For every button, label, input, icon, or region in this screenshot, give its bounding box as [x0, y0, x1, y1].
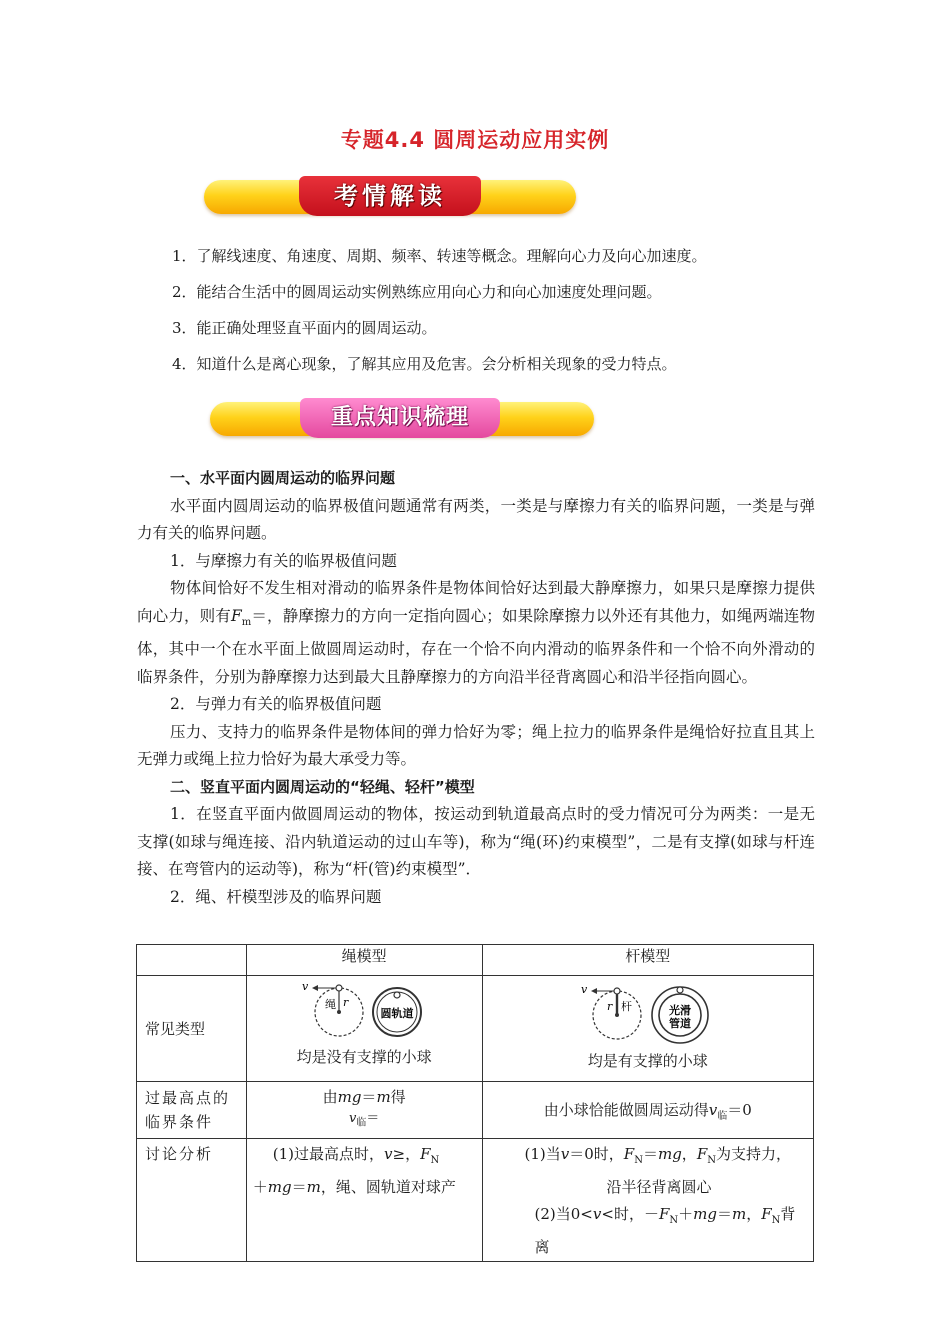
- table-header-row: [137, 945, 814, 976]
- section-heading: 二、竖直平面内圆周运动的“轻绳、轻杆”模型: [170, 777, 475, 796]
- text: ，: [681, 1145, 697, 1163]
- table-header: 杆模型: [482, 945, 814, 976]
- ball: [614, 988, 620, 994]
- text: 由小球恰能做圆周运动得: [543, 1100, 709, 1119]
- rope-label: 绳: [325, 998, 337, 1011]
- subscript: N: [707, 1155, 716, 1166]
- ball: [336, 985, 342, 991]
- symbol: v: [708, 1100, 718, 1119]
- analysis-line: [491, 1141, 806, 1174]
- velocity-label: v: [302, 980, 309, 993]
- knowledge-banner: [210, 398, 594, 440]
- symbol: F: [761, 1205, 772, 1223]
- subscript: m: [241, 616, 252, 628]
- table-header: 绳模型: [246, 945, 482, 976]
- symbol: m: [376, 1088, 391, 1106]
- text: 为支持力，: [715, 1145, 791, 1163]
- banner-label: 考情解读: [299, 176, 481, 216]
- text: 物体间恰好不发生相对滑动的临界条件是物体间恰好达到最大静摩擦力，如果只是摩擦力提供向心力，则有: [137, 579, 815, 625]
- text: ，绳、圆轨道对球产: [320, 1178, 456, 1196]
- banner-label: 重点知识梳理: [300, 398, 500, 438]
- symbol: mg: [267, 1178, 292, 1196]
- symbol: F: [623, 1145, 635, 1163]
- center-dot: [337, 1010, 341, 1014]
- paragraph: [137, 575, 815, 691]
- analysis-line: [491, 1201, 806, 1261]
- rope-condition-cell: [246, 1082, 482, 1139]
- subscript: N: [669, 1215, 679, 1226]
- symbol: F: [658, 1205, 670, 1223]
- objective-3: 3．能正确处理竖直平面内的圆周运动。: [172, 319, 437, 337]
- ball: [677, 987, 683, 993]
- symbol: v: [560, 1145, 570, 1163]
- rod-model-diagram: [573, 980, 723, 1046]
- rope-caption: 均是没有支撑的小球: [296, 1048, 432, 1066]
- text: ＝: [642, 1145, 658, 1163]
- text: 背离: [534, 1205, 796, 1256]
- row-label: [137, 1082, 247, 1139]
- velocity-label: v: [580, 983, 587, 996]
- subscript: N: [430, 1155, 440, 1166]
- paragraph: 压力、支持力的临界条件是物体间的弹力恰好为零；绳上拉力的临界条件是绳恰好拉直且其上无弹力或绳上拉力恰好为最大承受力等。: [137, 722, 815, 769]
- symbol: F: [230, 606, 242, 625]
- rod-analysis-cell: [482, 1139, 814, 1262]
- text: ＋: [252, 1178, 268, 1196]
- text: 时，－: [613, 1205, 659, 1223]
- rod-caption: 均是有支撑的小球: [587, 1052, 708, 1070]
- subheading: 1．与摩擦力有关的临界极值问题: [170, 551, 397, 570]
- text: 得: [390, 1088, 406, 1106]
- text: ＝: [366, 1111, 380, 1126]
- text: ＝，: [251, 606, 283, 625]
- row-label: 常见类型: [137, 976, 247, 1082]
- analysis-line: 沿半径背离圆心: [606, 1178, 712, 1196]
- paragraph: 2．绳、杆模型涉及的临界问题: [170, 887, 382, 906]
- symbol: mg: [693, 1205, 717, 1223]
- subscript: N: [771, 1215, 781, 1226]
- radius-label: r: [343, 996, 349, 1009]
- track-label: 圆轨道: [380, 1007, 414, 1020]
- symbol: m: [306, 1178, 321, 1196]
- table-row: [137, 1082, 814, 1139]
- rope-types-cell: [246, 976, 482, 1082]
- radius-label: r: [606, 1000, 613, 1013]
- symbol: F: [696, 1145, 708, 1163]
- symbol: mg: [337, 1088, 362, 1106]
- symbol: v: [592, 1205, 602, 1223]
- row-label: 讨论分析: [137, 1139, 247, 1262]
- symbol: m: [731, 1205, 747, 1223]
- center-dot: [615, 1013, 619, 1017]
- text: ＝0: [727, 1100, 752, 1119]
- ball: [394, 992, 400, 998]
- subscript: 临: [717, 1110, 728, 1122]
- text: (2)当0<: [534, 1205, 593, 1223]
- tube-label-top: 光滑: [668, 1004, 691, 1017]
- text: 由: [322, 1088, 338, 1106]
- rod-condition-cell: [482, 1082, 814, 1139]
- rope-analysis-cell: [246, 1139, 482, 1262]
- text: ＝0时，: [569, 1145, 624, 1163]
- symbol: mg: [657, 1145, 682, 1163]
- table-row: [137, 1139, 814, 1262]
- text: <: [601, 1205, 614, 1223]
- rope-critical-velocity: [247, 1108, 482, 1135]
- text: (1)当: [524, 1145, 561, 1163]
- text: ＋: [678, 1205, 694, 1223]
- rope-condition-line: [247, 1086, 482, 1108]
- paragraph: 水平面内圆周运动的临界极值问题通常有两类，一类是与摩擦力有关的临界问题，一类是与弹力有关的临界问题。: [137, 496, 815, 542]
- text: ＝: [291, 1178, 307, 1196]
- objective-2: 2．能结合生活中的圆周运动实例熟练应用向心力和向心加速度处理问题。: [172, 283, 662, 301]
- objective-4: 4．知道什么是离心现象，了解其应用及危害。会分析相关现象的受力特点。: [172, 355, 677, 373]
- text: ＝: [716, 1205, 732, 1223]
- rod-label: 杆: [620, 1000, 632, 1013]
- tube-label-bottom: 管道: [668, 1017, 691, 1030]
- text: 静摩擦力的方向一定指向圆心；如果除摩擦力以外还有其他力，如绳两端连物体，其中一个在水平面上做圆周运动时，存在一个恰不向内滑动的临界条件和一个恰不向外滑动的临界条件，分别为静摩擦力达到最大且静摩擦力的方向沿半径背离圆心和沿半径指向圆心。: [137, 606, 815, 686]
- text: ＝: [361, 1088, 377, 1106]
- text: ，: [746, 1205, 762, 1223]
- section-heading: 一、水平面内圆周运动的临界问题: [170, 469, 396, 487]
- label-line: 过最高点的: [145, 1089, 231, 1107]
- subheading: 2．与弹力有关的临界极值问题: [170, 695, 382, 714]
- symbol: v: [348, 1111, 357, 1126]
- symbol: v: [384, 1145, 393, 1163]
- text: (1)过最高点时，: [272, 1145, 385, 1163]
- analysis-line: [253, 1174, 476, 1201]
- exam-banner: [204, 176, 576, 218]
- arrow-head: [591, 988, 597, 994]
- symbol: F: [420, 1145, 431, 1163]
- model-table: [136, 944, 814, 1262]
- table-row: [137, 976, 814, 1082]
- subscript: 临: [356, 1117, 367, 1129]
- text: ≥，: [392, 1145, 421, 1163]
- paragraph: 1．在竖直平面内做圆周运动的物体，按运动到轨道最高点时的受力情况可分为两类：一是无支撑(如球与绳连接、沿内轨道运动的过山车等)，称为“绳(环)约束模型”，二是有支撑(如球与杆连接、在弯管内的运动等)，称为“杆(管)约束模型”．: [137, 805, 815, 879]
- subscript: N: [634, 1155, 643, 1166]
- analysis-line: [253, 1141, 476, 1174]
- label-line: 临界条件: [145, 1113, 214, 1131]
- rope-model-diagram: [294, 980, 434, 1040]
- arrow-head: [312, 985, 318, 991]
- page-title: 专题4.4 圆周运动应用实例: [340, 128, 610, 152]
- objective-1: 1．了解线速度、角速度、周期、频率、转速等概念。理解向心力及向心加速度。: [172, 247, 707, 265]
- section-horizontal: [137, 465, 815, 911]
- rod-types-cell: [482, 976, 814, 1082]
- table-cell: [137, 945, 247, 976]
